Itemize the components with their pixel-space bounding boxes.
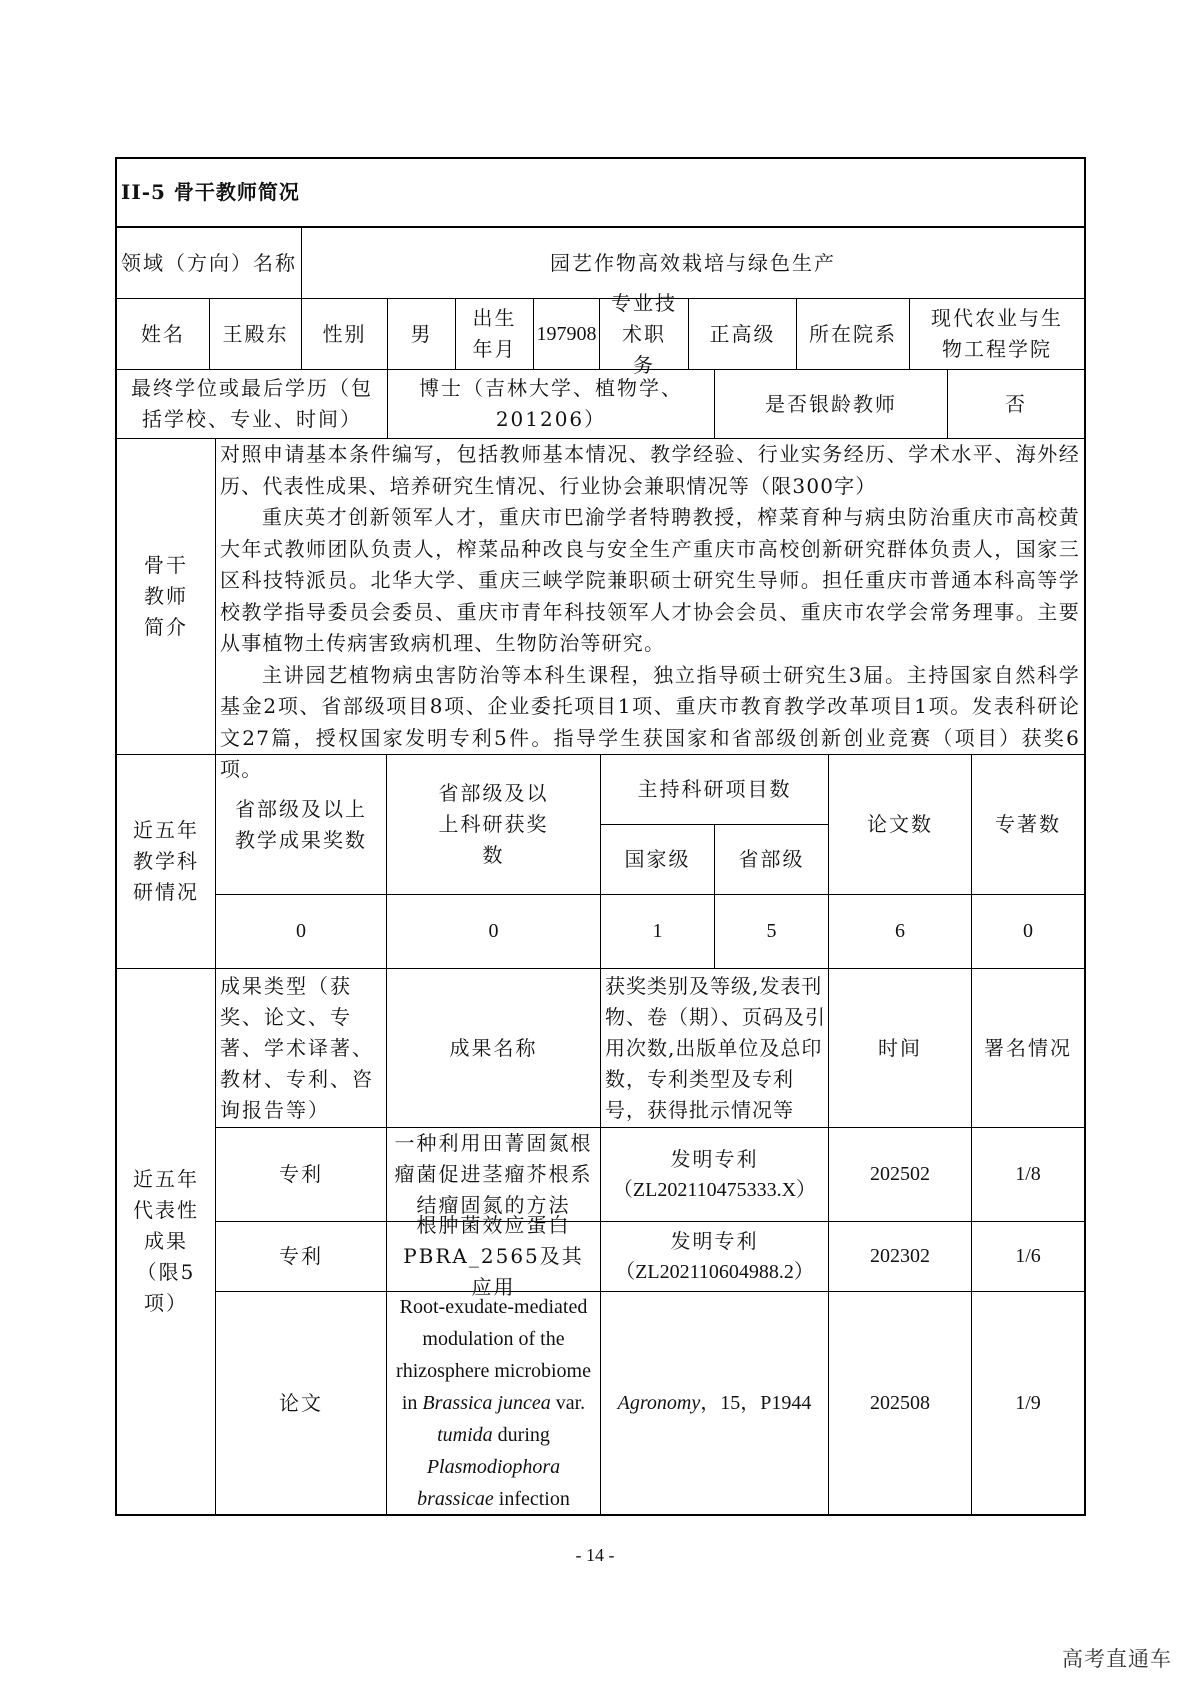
value-teaching-award: 0 <box>216 895 387 969</box>
patent-1-type: 专利 <box>216 1128 387 1222</box>
value-provincial: 5 <box>715 895 829 969</box>
bio-paragraph-1: 重庆英才创新领军人才，重庆市巴渝学者特聘教授，榨菜育种与病虫防治重庆市高校黄大年式教师团队负责人，榨菜品种改良与安全生产重庆市高校创新研究群体负责人，国家三区科技特派员。北华大学、重庆三峡学院兼职硕士研究生导师。担任重庆市普通本科高等学校教学指导委员会委员、重庆市青年科技领军人才协会会员、重庆市农学会常务理事。主要从事植物土传病害致病机理、生物防治等研究。 <box>220 505 1080 655</box>
prof-title-value: 正高级 <box>689 299 797 370</box>
birth-label: 出生年月 <box>456 299 534 370</box>
watermark: 高考直通车 <box>1062 1647 1172 1671</box>
patent-2-type: 专利 <box>216 1222 387 1292</box>
paper-title <box>387 1292 601 1514</box>
gender-label: 性别 <box>302 299 388 370</box>
header-author: 署名情况 <box>972 969 1084 1128</box>
bio-label: 骨干教师简介 <box>117 439 216 755</box>
prof-title-label: 专业技术职 务 <box>600 299 689 370</box>
paper-time: 202508 <box>829 1292 972 1514</box>
bio-content <box>216 439 1084 781</box>
achievements-label: 近五年代表性成果（限5项） <box>117 969 216 1514</box>
paper-type: 论文 <box>216 1292 387 1514</box>
value-books: 0 <box>972 895 1084 969</box>
patent-1-time: 202502 <box>829 1128 972 1222</box>
degree-label: 最终学位或最后学历（包括学校、专业、时间） <box>117 370 388 439</box>
header-research-award: 省部级及以上科研获奖数 <box>387 755 601 895</box>
header-papers: 论文数 <box>829 755 972 895</box>
paper-author: 1/9 <box>1015 1391 1041 1414</box>
patent-2-name: 根肿菌效应蛋白PBRA_2565及其应用 <box>387 1222 601 1292</box>
patent-2-kind: 发明专利 <box>670 1228 759 1253</box>
silver-label: 是否银龄教师 <box>715 370 948 439</box>
header-projects: 主持科研项目数 <box>601 755 829 825</box>
header-detail: 获奖类别及等级,发表刊物、卷（期）、页码及引用次数,出版单位及总印数，专利类型及专利号，获得批示情况等 <box>601 969 829 1128</box>
patent-2-detail <box>601 1222 829 1292</box>
paper-journal-text: Agronomy，15，P1944 <box>617 1392 812 1414</box>
birth-value: 197908 <box>534 299 600 370</box>
name-value: 王殿东 <box>210 299 302 370</box>
field-label: 领域（方向）名称 <box>117 228 302 299</box>
silver-value: 否 <box>948 370 1084 439</box>
degree-value: 博士（吉林大学、植物学、201206） <box>388 370 715 439</box>
value-papers: 6 <box>829 895 972 969</box>
section-title: II-5 骨干教师简况 <box>117 159 1084 228</box>
teacher-profile-table <box>115 157 1086 1516</box>
patent-1-detail <box>601 1128 829 1222</box>
header-national: 国家级 <box>601 825 715 895</box>
paper-journal <box>601 1292 829 1514</box>
dept-value: 现代农业与生物工程学院 <box>910 299 1084 370</box>
patent-2-author: 1/6 <box>972 1222 1084 1292</box>
header-books: 专著数 <box>972 755 1084 895</box>
patent-2-time: 202302 <box>829 1222 972 1292</box>
field-value: 园艺作物高效栽培与绿色生产 <box>302 228 1084 299</box>
header-type: 成果类型（获奖、论文、专著、学术译著、教材、专利、咨询报告等） <box>216 969 387 1128</box>
header-teaching-award: 省部级及以上教学成果奖数 <box>216 755 387 895</box>
page-number: - 14 - <box>575 1545 615 1565</box>
name-label: 姓名 <box>117 299 210 370</box>
patent-1-kind: 发明专利 <box>670 1146 759 1171</box>
patent-1-number: （ZL202110475333.X） <box>612 1178 817 1201</box>
research-label: 近五年教学科研情况 <box>117 755 216 969</box>
gender-value: 男 <box>388 299 456 370</box>
value-research-award: 0 <box>387 895 601 969</box>
patent-1-author: 1/8 <box>972 1128 1084 1222</box>
patent-1-name: 一种利用田菁固氮根瘤菌促进茎瘤芥根系结瘤固氮的方法 <box>387 1128 601 1222</box>
header-provincial: 省部级 <box>715 825 829 895</box>
header-name: 成果名称 <box>387 969 601 1128</box>
value-national: 1 <box>601 895 715 969</box>
bio-paragraph-2: 主讲园艺植物病虫害防治等本科生课程，独立指导硕士研究生3届。主持国家自然科学基金2项、省部级项目8项、企业委托项目1项、重庆市教育教学改革项目1项。发表科研论文27篇，授权国家发明专利5件。指导学生获国家和省部级创新创业竞赛（项目）获奖6项。 <box>220 662 1080 781</box>
header-time: 时间 <box>829 969 972 1128</box>
paper-title-text: Root-exudate-mediated modulation of the rhizosphere microbiome in Brassica juncea var. tumida during Plasmodiophora brassicae infection <box>396 1296 591 1510</box>
dept-label: 所在院系 <box>797 299 910 370</box>
patent-2-number: （ZL202110604988.2） <box>615 1260 814 1283</box>
bio-instruction: 对照申请基本条件编写，包括教师基本情况、教学经验、行业实务经历、学术水平、海外经历、代表性成果、培养研究生情况、行业协会兼职情况等（限300字） <box>220 442 1080 498</box>
